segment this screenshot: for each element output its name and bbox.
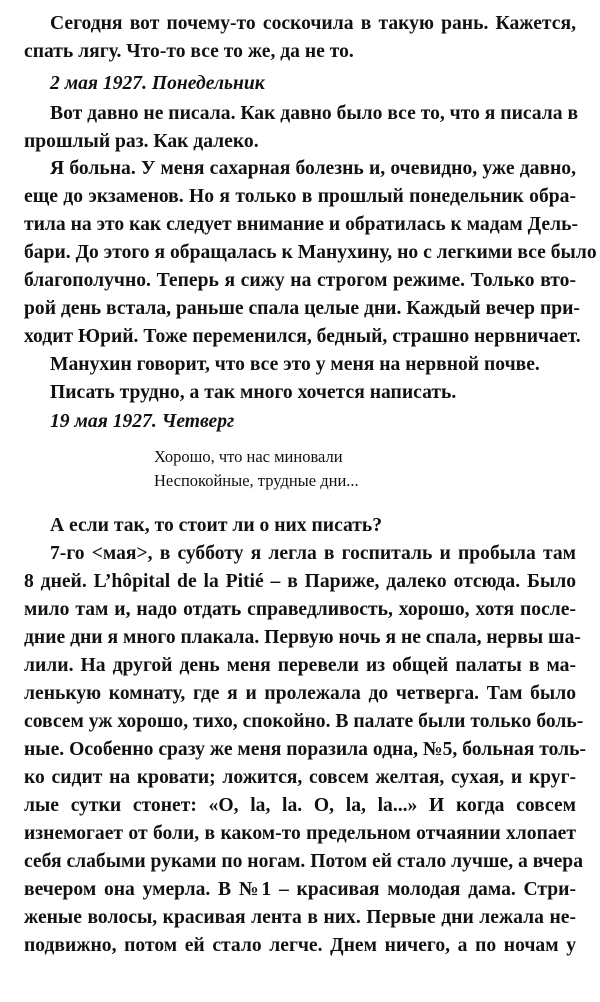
text-line: мило там и, надо отдать справедливость, хорошо, хотя после-: [24, 599, 576, 620]
text-line: 8 дней. L’hôpital de la Pitié – в Париже, далеко отсюда. Было: [24, 571, 576, 592]
text-line: Манухин говорит, что все это у меня на нервной почве.: [50, 354, 540, 375]
text-line: тила на это как следует внимание и обратилась к мадам Дель-: [24, 214, 578, 235]
text-line: ко сидит на кровати; ложится, совсем желтая, сухая, и круг-: [24, 767, 576, 788]
verse-line: Хорошо, что нас миновали: [154, 447, 343, 466]
text-line: Писать трудно, а так много хочется написать.: [50, 382, 457, 403]
text-line: прошлый раз. Как далеко.: [24, 131, 259, 152]
text-line: благополучно. Теперь я сижу на строгом режиме. Только вто-: [24, 270, 576, 291]
text-line: бари. До этого я обращалась к Манухину, но с легкими все было: [24, 242, 597, 263]
text-line: подвижно, потом ей стало легче. Днем ничего, а по ночам у: [24, 935, 576, 956]
text-line: ходит Юрий. Тоже переменился, бедный, страшно нервничает.: [24, 326, 581, 347]
text-line: А если так, то стоит ли о них писать?: [50, 515, 383, 536]
verse-line: Неспокойные, трудные дни...: [154, 471, 359, 490]
text-line: ленькую комнату, где я и пролежала до четверга. Там было: [24, 683, 576, 704]
text-line: ные. Особенно сразу же меня поразила одна, №5, больная толь-: [24, 739, 586, 760]
diary-entry-heading: 2 мая 1927. Понедельник: [50, 73, 265, 94]
text-line: женые волосы, красивая лента в них. Первые дни лежала не-: [24, 907, 576, 928]
text-line: спать лягу. Что-то все то же, да не то.: [24, 41, 354, 62]
text-line: совсем уж хорошо, тихо, спокойно. В палате были только боль-: [24, 711, 584, 732]
text-line: себя слабыми руками по ногам. Потом ей стало лучше, а вчера: [24, 851, 583, 872]
text-line: рой день встала, раньше спала целые дни. Каждый вечер при-: [24, 298, 580, 319]
text-line: Вот давно не писала. Как давно было все то, что я писала в: [50, 103, 579, 124]
text-line: дние дни я много плакала. Первую ночь я не спала, нервы ша-: [24, 627, 581, 648]
text-line: Сегодня вот почему-то соскочила в такую рань. Кажется,: [50, 13, 576, 34]
text-line: лили. На другой день меня перевели из общей палаты в ма-: [24, 655, 576, 676]
text-line: Я больна. У меня сахарная болезнь и, очевидно, уже давно,: [50, 158, 576, 179]
text-line: 7-го <мая>, в субботу я легла в госпиталь и пробыла там: [50, 543, 576, 564]
text-line: еще до экзаменов. Но я только в прошлый понедельник обра-: [24, 186, 576, 207]
text-line: изнемогает от боли, в каком-то предельном отчаянии хлопает: [24, 823, 576, 844]
text-line: лые сутки стонет: «O, la, la. O, la, la...» И когда совсем: [24, 795, 576, 816]
diary-entry-heading: 19 мая 1927. Четверг: [50, 411, 235, 432]
text-line: вечером она умерла. В №1 – красивая молодая дама. Стри-: [24, 879, 576, 900]
